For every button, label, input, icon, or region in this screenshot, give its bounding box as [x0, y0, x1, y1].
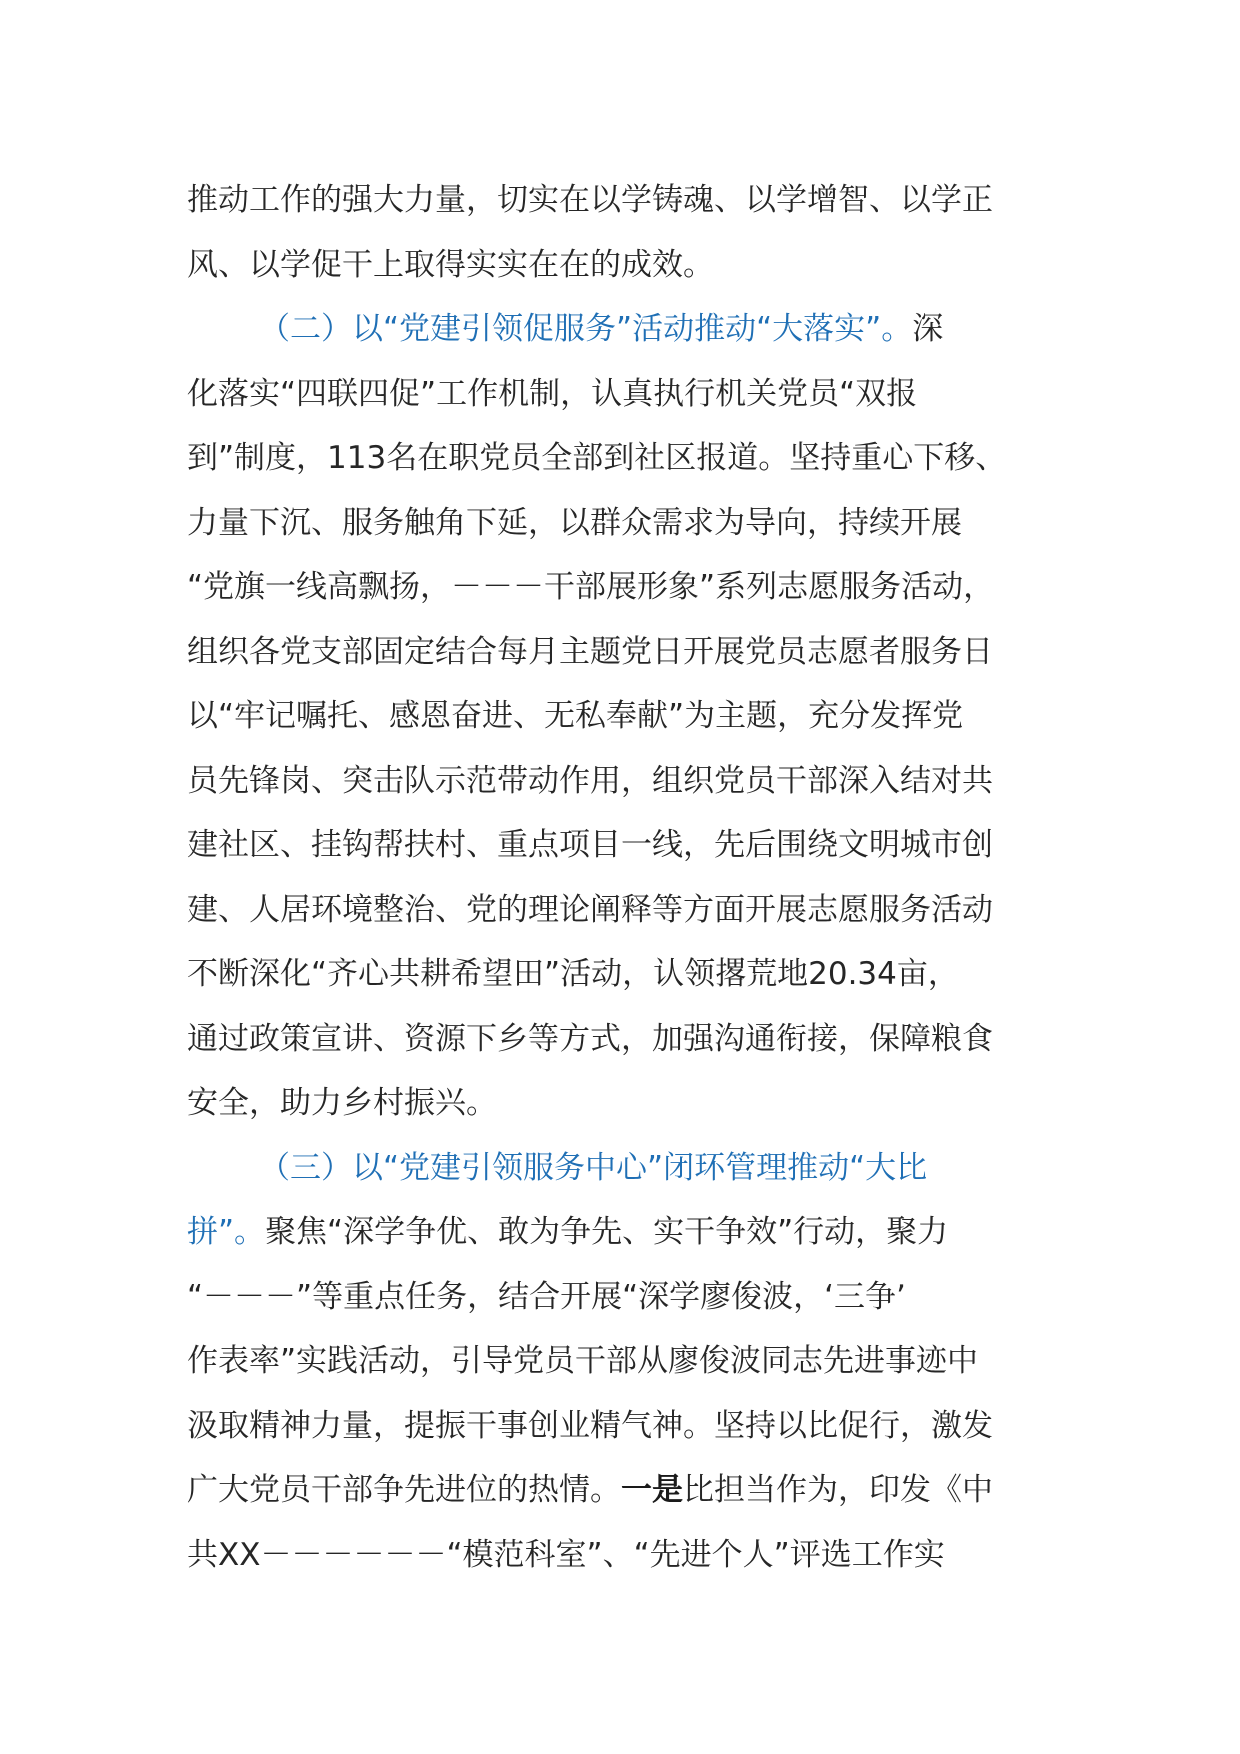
- text-span: 比担当作为，印发《中: [683, 1472, 993, 1508]
- text-line: 作表率”实践活动，引导党员干部从廖俊波同志先进事迹中: [187, 1343, 979, 1379]
- text-line: 力量下沉、服务触角下延，以群众需求为导向，持续开展: [187, 504, 962, 541]
- text-line: 建、人居环境整治、党的理论阐释等方面开展志愿服务活动: [187, 891, 993, 928]
- text-line: 共XX－－－－－－“模范科室”、“先进个人”评选工作实: [187, 1536, 945, 1573]
- text-line: 到”制度，113名在职党员全部到社区报道。坚持重心下移、: [187, 440, 1007, 476]
- text-line: 通过政策宣讲、资源下乡等方式，加强沟通衔接，保障粮食: [187, 1020, 993, 1057]
- text-line: 安全，助力乡村振兴。: [187, 1085, 497, 1121]
- text-line: 以“牢记嘱托、感恩奋进、无私奉献”为主题，充分发挥党: [187, 698, 964, 734]
- text-line: 风、以学促干上取得实实在在的成效。: [187, 246, 714, 283]
- text-span: 广大党员干部争先进位的热情。: [187, 1472, 621, 1508]
- section-3-heading-end: 拼”。: [187, 1214, 266, 1250]
- text-line: 汲取精神力量，提振干事创业精气神。坚持以比促行，激发: [187, 1407, 993, 1444]
- section-2-first-line: [187, 297, 1087, 362]
- text-line: 组织各党支部固定结合每月主题党日开展党员志愿者服务日: [187, 633, 993, 670]
- text-line: 建社区、挂钩帮扶村、重点项目一线，先后围绕文明城市创: [187, 827, 993, 863]
- text-line: “党旗一线高飘扬，－－－干部展形象”系列志愿服务活动，: [187, 569, 995, 605]
- text-span: 聚焦“深学争优、敢为争先、实干争效”行动，聚力: [265, 1214, 949, 1250]
- section-2-heading: （二）以“党建引领促服务”活动推动“大落实”。: [259, 311, 913, 347]
- bold-marker: 一是: [621, 1472, 683, 1508]
- section-3-second-line: [187, 1200, 1087, 1265]
- text-line: 推动工作的强大力量，切实在以学铸魂、以学增智、以学正: [187, 182, 993, 218]
- body-text: [187, 168, 1087, 1587]
- text-line: 化落实“四联四促”工作机制，认真执行机关党员“双报: [187, 375, 918, 412]
- section-3-heading: （三）以“党建引领服务中心”闭环管理推动“大比: [259, 1149, 928, 1186]
- section-3-first-line: [187, 1136, 1087, 1201]
- text-span: 深: [912, 311, 944, 347]
- text-line-with-bold: [187, 1458, 1087, 1523]
- text-line: 不断深化“齐心共耕希望田”活动，认领撂荒地20.34亩，: [187, 956, 959, 992]
- text-line: 员先锋岗、突击队示范带动作用，组织党员干部深入结对共: [187, 762, 993, 799]
- text-line: “－－－”等重点任务，结合开展“深学廖俊波，‘三争’: [187, 1278, 906, 1315]
